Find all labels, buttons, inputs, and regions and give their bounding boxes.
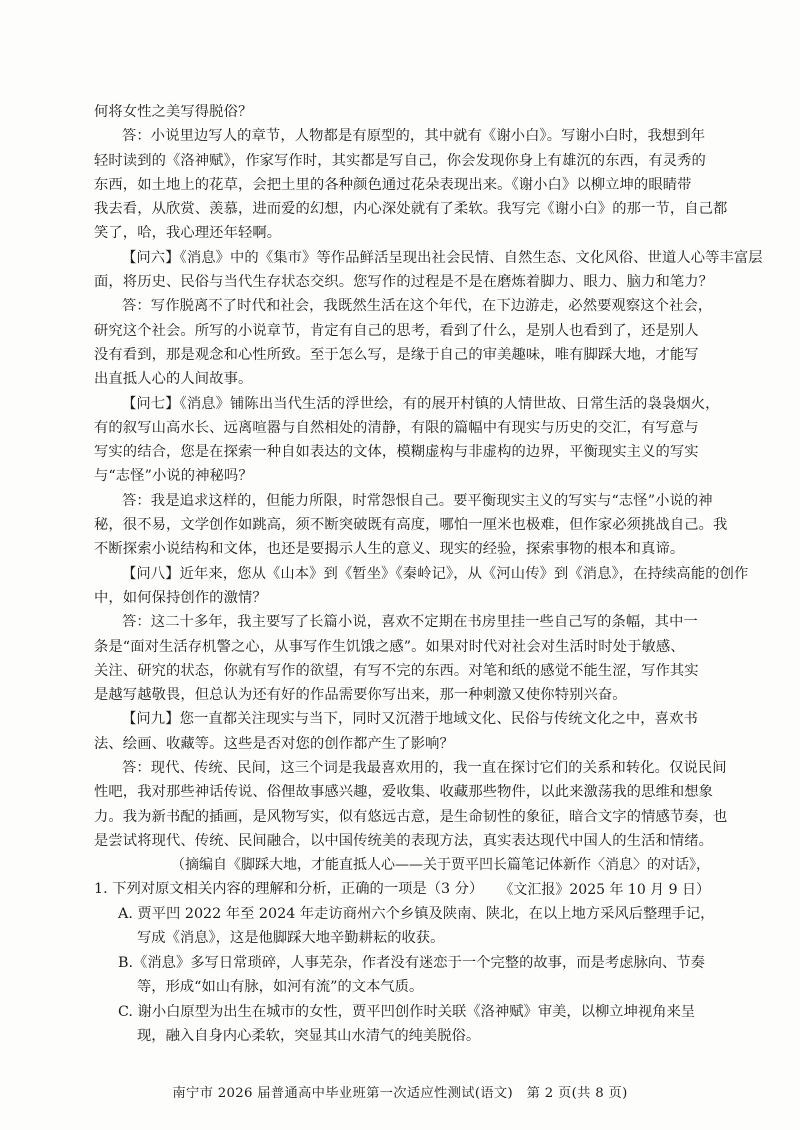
interview-question-7: 【问七】《消息》铺陈出当代生活的浮世绘，有的展开村镇的人情世故、日常生活的袅袅烟火， 有的叙写山高水长、远离喧嚣与自然相处的清静，有限的篇幅中有现实与历史的交汇，有写意与 写实的结合，您是在探索一种自如表达的文体，模糊虚构与非虚构的边界，平衡现实主义的写实 与“志怪”小说的神秘吗？ bbox=[94, 395, 720, 485]
option-b: B.《消息》多写日常琐碎，人事芜杂，作者没有迷恋于一个完整的故事，而是考虑脉向、节奏 等，形成“如山有脉，如河有流”的文本气质。 bbox=[118, 954, 705, 995]
answer-paragraph: 答：这二十多年，我主要写了长篇小说，喜欢不定期在书房里挂一些自己写的条幅，其中一 条是“面对生活存机警之心，从事写作生饥饿之感”。如果对时代对社会对生活时时处于敏感、 关注、研究的状态，你就有写作的欲望，有写不完的东西。对笔和纸的感觉不能生涩，写作其实 是越写越敬畏，但总认为还有好的作品需要你写出来，那一种刺激又使你特别兴奋。 bbox=[94, 614, 699, 704]
answer-paragraph: 答：写作脱离不了时代和社会，我既然生活在这个年代，在下边游走，必然要观察这个社会， 研究这个社会。所写的小说章节，肯定有自己的思考，看到了什么，是别人也看到了，还是别人 没有看到，那是观念和心性所致。至于怎么写，是缘于自己的审美趣味，唯有脚踩大地，才能写 出直抵人心的人间故事。 bbox=[94, 298, 713, 388]
question-1 bbox=[94, 877, 724, 1049]
question-continuation: 何将女性之美写得脱俗？ bbox=[94, 104, 253, 120]
answer-paragraph: 答：我是追求这样的，但能力所限，时常怨恨自己。要平衡现实主义的写实与“志怪”小说的神 秘，很不易，文学创作如跳高，须不断突破既有高度，哪怕一厘米也极难，但作家必须挑战自己。我 不断探索小说结构和文体，也还是要揭示人生的意义、现实的经验，探索事物的根本和真谛。 bbox=[94, 492, 728, 558]
interview-question-8: 【问八】近年来，您从《山本》到《暂坐》《秦岭记》，从《河山传》到《消息》，在持续高能的创作 中，如何保持创作的激情？ bbox=[94, 565, 749, 606]
article-body bbox=[94, 100, 763, 902]
question-stem: 1. 下列对原文相关内容的理解和分析，正确的一项是（3 分） bbox=[94, 881, 484, 897]
source-citation: （摘编自《脚踩大地，才能直抵人心——关于贾平凹长篇笔记体新作〈消息〉的对话》， 《文汇报》2025 年 10 月 9 日） bbox=[171, 857, 710, 898]
answer-paragraph: 答：现代、传统、民间，这三个词是我最喜欢用的，我一直在探讨它们的关系和转化。仅说民间 性吧，我对那些神话传说、俗俚故事感兴趣，爱收集、收藏那些物件，以此来激荡我的思维和想象 力。我为新书配的插画，是风物写实，似有悠远古意，是生命韧性的象征，暗合文字的情感节奏，也 是尝试将现代、传统、民间融合，以中国传统美的表现方法，真实表达现代中国人的生活和情绪。 bbox=[94, 760, 728, 849]
page-footer: 南宁市 2026 届普通高中毕业班第一次适应性测试(语文) 第 2 页(共 8 页) bbox=[172, 1086, 628, 1101]
option-a: A. 贾平凹 2022 年至 2024 年走访商州六个乡镇及陕南、陕北，在以上地方采风后整理手记， 写成《消息》，这是他脚踩大地辛勤耕耘的收获。 bbox=[118, 905, 715, 946]
interview-question-9: 【问九】您一直都关注现实与当下，同时又沉潜于地域文化、民俗与传统文化之中，喜欢书 法、绘画、收藏等。这些是否对您的创作都产生了影响？ bbox=[94, 711, 698, 752]
answer-paragraph: 答：小说里边写人的章节，人物都是有原型的，其中就有《谢小白》。写谢小白时，我想到年 轻时读到的《洛神赋》，作家写作时，其实都是写自己，你会发现你身上有雄沉的东西，有灵秀的 东西，如土地上的花草，会把土里的各种颜色通过花朵表现出来。《谢小白》以柳立坤的眼睛带 我去看，从欣赏、羡慕，进而爱的幻想，内心深处就有了柔软。我写完《谢小白》的那一节，自己都 笑了，哈，我心理还年轻啊。 bbox=[94, 128, 728, 242]
interview-question-6: 【问六】《消息》中的《集市》等作品鲜活呈现出社会民情、自然生态、文化风俗、世道人心等丰富层 面，将历史、民俗与当代生存状态交织。您写作的过程是不是在磨炼着脚力、眼力、脑力和笔力？ bbox=[94, 249, 763, 291]
option-c: C. 谢小白原型为出生在城市的女性，贾平凹创作时关联《洛神赋》审美，以柳立坤视角来呈 现，融入自身内心柔软，突显其山水清气的纯美脱俗。 bbox=[118, 1003, 696, 1044]
